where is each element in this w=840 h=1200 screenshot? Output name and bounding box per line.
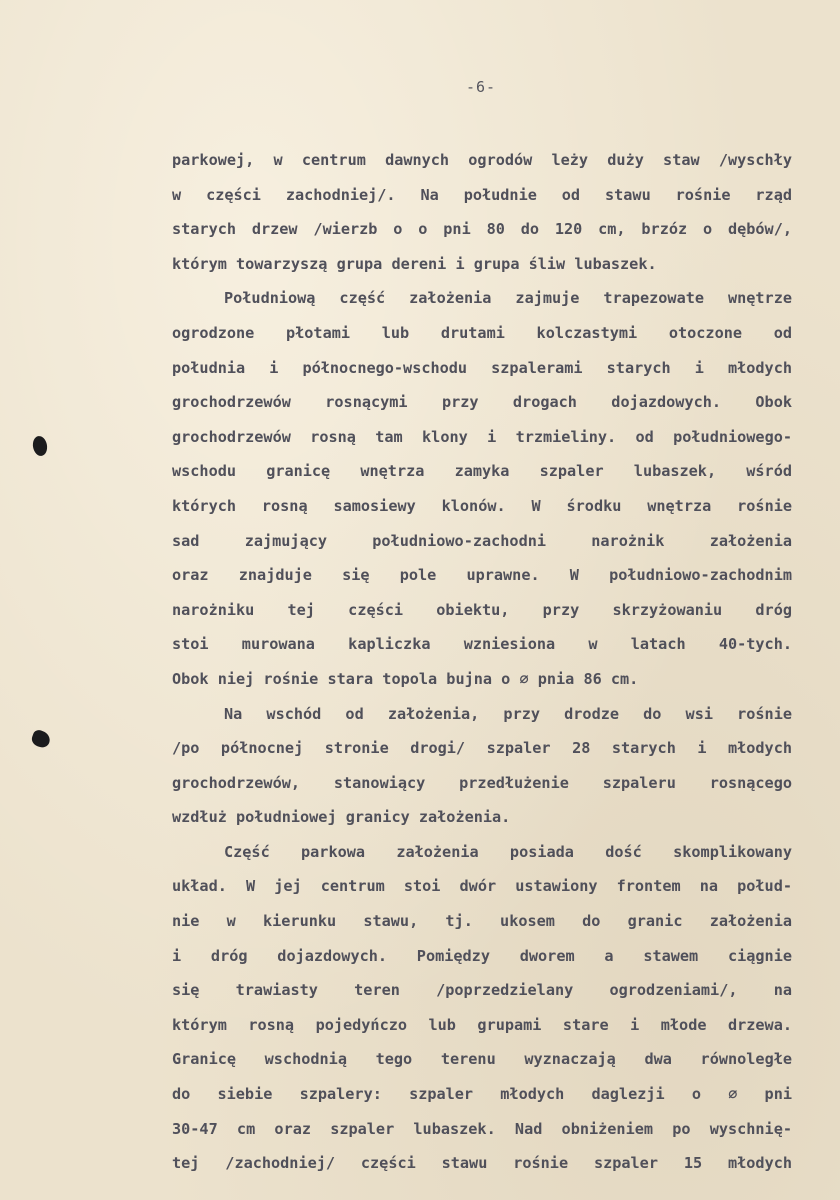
text-line: i dróg dojazdowych. Pomiędzy dworem a stawem ciągnie [172,946,792,965]
text-line: nie w kierunku stawu, tj. ukosem do granic założenia [172,912,792,931]
text-line: się trawiasty teren /poprzedzielany ogrodzeniami/, na [172,981,792,1000]
text-line: narożniku tej części obiektu, przy skrzyżowaniu dróg [172,600,792,619]
punch-hole-bottom [30,728,52,749]
text-line: oraz znajduje się pole uprawne. W południowo-zachodnim [172,566,792,585]
text-line: grochodrzewów rosnącymi przy drogach dojazdowych. Obok [172,393,792,412]
text-line: /po północnej stronie drogi/ szpaler 28 starych i młodych [172,739,792,758]
text-line: 30-47 cm oraz szpaler lubaszek. Nad obniżeniem po wyschnię- [172,1119,792,1138]
text-line: wschodu granicę wnętrza zamyka szpaler lubaszek, wśród [172,462,792,481]
text-line: którym towarzyszą grupa dereni i grupa śliw lubaszek. [172,254,657,273]
text-line: sad zajmujący południowo-zachodni narożnik założenia [172,531,792,550]
text-line: którym rosną pojedyńczo lub grupami stare i młode drzewa. [172,1015,792,1034]
text-line: stoi murowana kapliczka wzniesiona w latach 40-tych. [172,635,792,654]
text-line: Południową część założenia zajmuje trapezowate wnętrze [224,289,792,308]
text-line: starych drzew /wierzb o o pni 80 do 120 cm, brzóz o dębów/, [172,220,792,239]
text-line: Granicę wschodnią tego terenu wyznaczają dwa równoległe [172,1050,792,1069]
text-line: grochodrzewów, stanowiący przedłużenie szpaleru rosnącego [172,773,792,792]
text-line: grochodrzewów rosną tam klony i trzmieliny. od południowego- [172,427,792,446]
text-line: Część parkowa założenia posiada dość skomplikowany [224,842,792,861]
text-line: których rosną samosiewy klonów. W środku wnętrza rośnie [172,496,792,515]
text-line: wzdłuż południowej granicy założenia. [172,808,511,827]
body-text [172,143,792,1181]
text-line: południa i północnego-wschodu szpalerami starych i młodych [172,358,792,377]
text-line: w części zachodniej/. Na południe od stawu rośnie rząd [172,185,792,204]
text-line: parkowej, w centrum dawnych ogrodów leży duży staw /wyschły [172,151,792,169]
text-line: do siebie szpalery: szpaler młodych daglezji o ∅ pni [172,1085,792,1104]
text-line: Na wschód od założenia, przy drodze do wsi rośnie [224,704,792,723]
page-number: -6- [466,78,497,96]
text-line: tej /zachodniej/ części stawu rośnie szpaler 15 młodych [172,1154,792,1173]
punch-hole-top [31,435,48,457]
text-line: układ. W jej centrum stoi dwór ustawiony frontem na połud- [172,877,792,896]
text-line: ogrodzone płotami lub drutami kolczastymi otoczone od [172,323,792,342]
text-line: Obok niej rośnie stara topola bujna o ∅ pnia 86 cm. [172,669,639,688]
